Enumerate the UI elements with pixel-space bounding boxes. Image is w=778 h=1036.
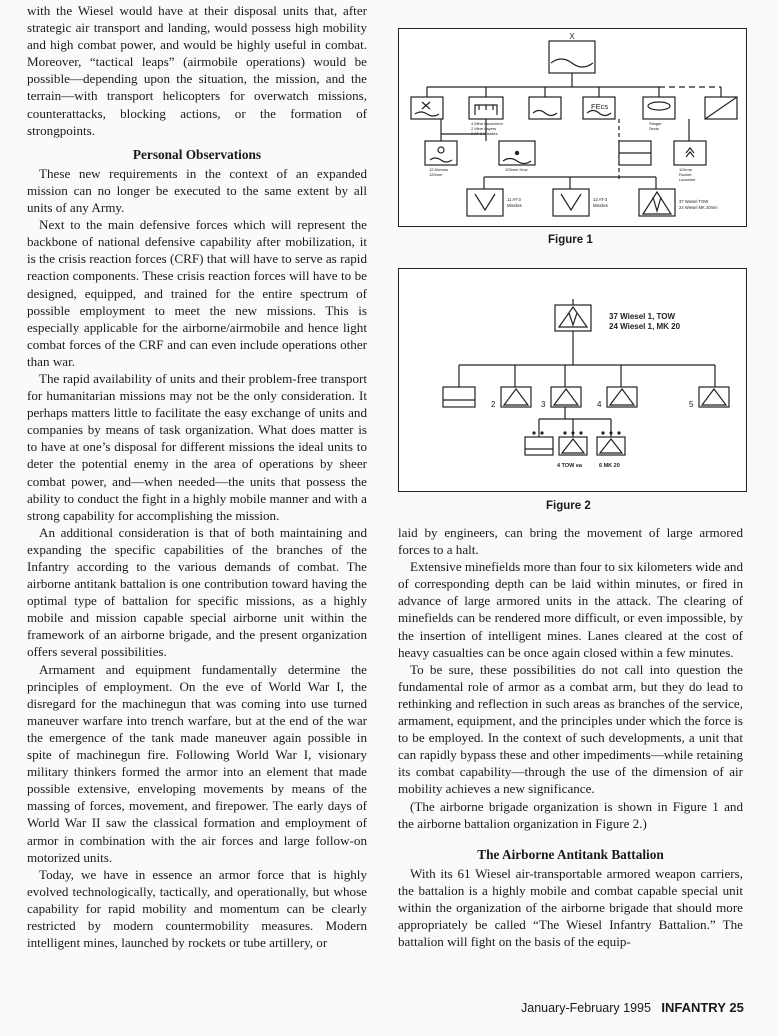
paragraph: with the Wiesel would have at their disposal units that, after strategic air transport and landing, would possess high mobility and high combat power, and would be highly useful in combat. Moreover, “tactical leaps” (airmobile operations) would be possible—depending upon the situation, the mission, and the terrain—with transport helicopters for overwatch missions, counterattacks, blocking actions, or the formation of strongpoints.: [27, 3, 367, 138]
svg-text:12 AT-3: 12 AT-3: [593, 197, 608, 202]
issue-date: January-February 1995: [521, 1001, 651, 1015]
page-footer: [521, 1000, 744, 1015]
svg-text:24 Wiesel MK 20mm: 24 Wiesel MK 20mm: [679, 205, 718, 210]
figure-1-diagram: [398, 28, 747, 227]
paragraph: An additional consideration is that of both maintaining and expanding the specific capabilities of the branches of the Infantry according to the various demands of combat. The airborne antitank battalion is one contribution toward having the optimal type of battalion for specific missions, as a highly mobile and mission capable special airborne unit within the framework of an airborne brigade, and the present organization offers several possibilities.: [27, 524, 367, 660]
page-number: 25: [729, 1000, 744, 1015]
svg-text:5: 5: [689, 400, 694, 409]
section-heading: The Airborne Antitank Battalion: [477, 846, 664, 862]
left-column: [27, 2, 367, 951]
brigade-org-chart: [399, 29, 746, 226]
svg-text:120mm: 120mm: [429, 172, 443, 177]
paragraph: (The airborne brigade organization is shown in Figure 1 and the airborne battalion organization in Figure 2.): [398, 798, 743, 831]
figure-2-diagram: [398, 268, 747, 492]
svg-text:4 Mine Launchers: 4 Mine Launchers: [471, 121, 503, 126]
right-column: [398, 524, 743, 950]
magazine-name: INFANTRY: [661, 1000, 726, 1015]
section-heading: Personal Observations: [132, 146, 262, 162]
figure-2-caption: Figure 2: [546, 500, 591, 512]
paragraph: The rapid availability of units and their problem-free transport for humanitarian missions may not be the only consideration. It perhaps matters little to facilitate the easy exchange of units and companies by means of task organization. What does matter is to have at one’s disposal for different missions the ideal units to deter the potential enemy in the area of operations by sheer combat power, and—when needed—the units that possess the ability to conduct the fight in a highly mobile manner and with a strong capability for accomplishing the mission.: [27, 370, 367, 523]
paragraph: Extensive minefields more than four to six kilometers wide and of corresponding depth can be laid within minutes, or fired in advance of large armored units in the attack. The clearing of minefields can be rendered more difficult, or even impossible, by the insertion of intelligent mines. Lanes cleared at the cost of heavy casualties can be once again closed within a few minutes.: [398, 559, 743, 660]
fecs-label: FEcs: [591, 102, 609, 111]
fig2-label-tow: 37 Wiesel 1, TOW: [609, 312, 676, 321]
paragraph: Today, we have in essence an armor force that is highly evolved technologically, tactically, and operationally, but whose capability for rapid mobility and momentum can be clearly restricted by modern countermobility measures. Modern intelligent mines, launched by rockets or tube artillery, or: [27, 866, 367, 951]
svg-text:2: 2: [491, 400, 496, 409]
svg-text:2 Mine Layers: 2 Mine Layers: [471, 126, 497, 131]
svg-text:105mm How: 105mm How: [505, 167, 528, 172]
svg-text:12 Mortars: 12 Mortars: [429, 167, 449, 172]
svg-text:37 Wiesel TOW: 37 Wiesel TOW: [679, 199, 709, 204]
paragraph: Armament and equipment fundamentally determine the principles of employment. On the eve of World War I, the disregard for the machinegun that was coming into use turned maneuver warfare into trench warfare, but at the end of the war the emergence of the tank made maneuver again possible in spite of machinegun fire. Following World War I, visionary military thinkers formed the armor into an element that made possible extensive, enveloping movements by means of the massing of forces, movement, and firepower. The early days of World War II saw the classical formation and employment of armor in combination with the air forces and large follow-on motorized units.: [27, 661, 367, 865]
svg-text:11 AT-3: 11 AT-3: [507, 197, 521, 202]
fig2-label-mk: 24 Wiesel 1, MK 20: [609, 322, 681, 331]
svg-text:2 AT-2 Missiles: 2 AT-2 Missiles: [471, 131, 498, 136]
top-symbol: X: [569, 32, 575, 41]
svg-text:Rocket: Rocket: [679, 172, 692, 177]
paragraph: To be sure, these possibilities do not call into question the fundamental role of armor as a combat arm, but they do lead to rethinking and reflection in such areas as branches of the service, armament, equipment, and the principles under which the force is to be employed. In the context of such developments, a unit that can rapidly bypass these and other impediments—while retaining its combat capability—through the use of the dimension of air mobility achieves a new significance.: [398, 661, 743, 797]
svg-text:4 TOW ea: 4 TOW ea: [557, 463, 582, 469]
svg-text:Missiles: Missiles: [593, 203, 608, 208]
svg-text:Launcher: Launcher: [679, 177, 696, 182]
svg-text:Sects: Sects: [649, 126, 660, 131]
paragraph: Next to the main defensive forces which will represent the backbone of national defensive capability after mobilization, it is the crisis reaction forces (CRF) that will have to serve as rapid reaction components. These crisis reaction forces will have to be designed, equipped, and trained for the entire spectrum of possible employment to meet the new missions. This is especially applicable for the airborne/airmobile and hence light combat forces of the CRF and can even include operations other than war.: [27, 217, 367, 369]
figure-1-caption: Figure 1: [548, 234, 593, 246]
svg-text:Stinger: Stinger: [649, 121, 662, 126]
svg-text:4: 4: [597, 400, 602, 409]
paragraph: laid by engineers, can bring the movement of large armored forces to a halt.: [398, 525, 743, 558]
paragraph: These new requirements in the context of an expanded mission can no longer be executed to the same extent by all units of any Army.: [27, 165, 367, 216]
svg-text:Missiles: Missiles: [507, 203, 522, 208]
svg-text:6 MK 20: 6 MK 20: [599, 463, 620, 469]
svg-text:3: 3: [541, 400, 546, 409]
svg-text:110mm: 110mm: [679, 167, 693, 172]
battalion-org-chart: [399, 269, 746, 491]
paragraph: With its 61 Wiesel air-transportable armored weapon carriers, the battalion is a highly mobile and combat capable special unit within the organization of the airborne brigade that should more appropriately be called “The Wiesel Infantry Battalion.” The battalion will fight on the basis of the equip-: [398, 865, 743, 950]
